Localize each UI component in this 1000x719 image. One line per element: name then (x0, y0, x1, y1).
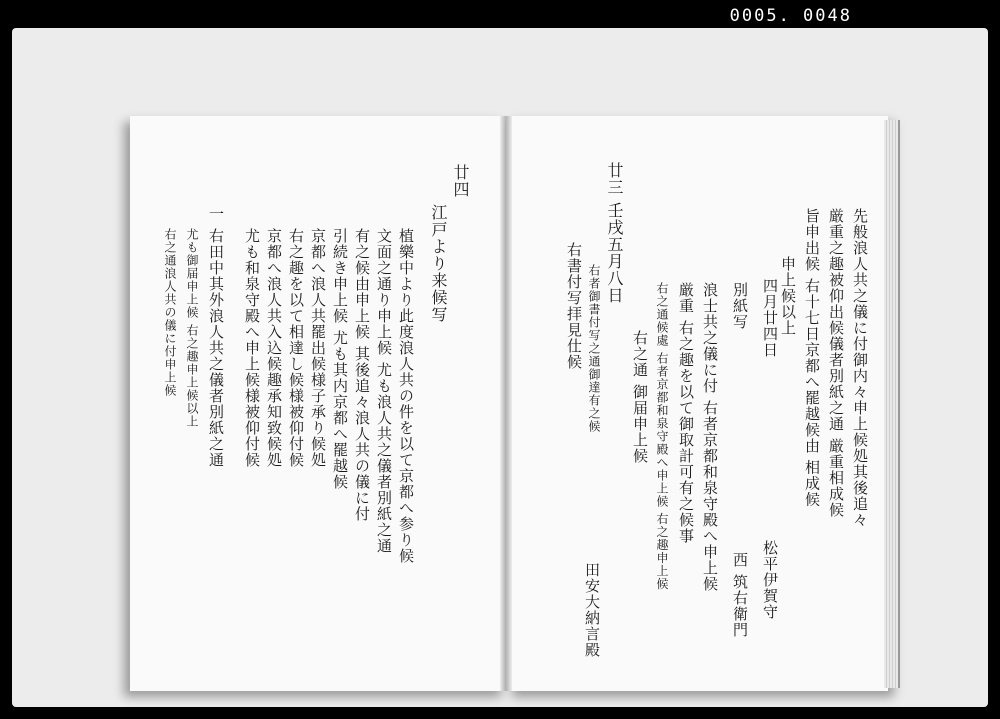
right-page-column: 浪士共之儀に付 右者京都和泉守殿へ申上候 (701, 282, 719, 592)
open-book (130, 116, 900, 701)
right-page-column: 厳重之趣被仰出候儀者別紙之通 厳重相成候 (827, 208, 845, 518)
signature: 松平伊賀守 (761, 540, 779, 620)
right-page-column: 別紙写 (731, 282, 749, 330)
left-page-column: 右之通浪人共の儀に付申上候 (163, 228, 177, 397)
left-page-column: 尤も和泉守殿へ申上候様被仰付候 (243, 228, 261, 468)
right-page-column: 申上候以上 (779, 256, 797, 336)
mount-sheet (12, 28, 988, 707)
left-page-column: 有之候由申上候 其後追々浪人共の儀に付 (353, 228, 371, 522)
left-page-column: 引続き申上候 尤も其内京都へ罷越候 (331, 228, 349, 490)
signature: 田安大納言殿 (583, 562, 601, 658)
left-page-heading: 江戸より来候写 (429, 204, 448, 323)
right-page-column: 先般浪人共之儀に付御内々申上候処其後追々 (851, 208, 869, 528)
signature: 西 筑右衛門 (731, 552, 749, 638)
left-page-column: 右之趣を以て相達し候様被仰付候 (287, 228, 305, 468)
left-page-column: 一 右田中其外浪人共之儀者別紙之通 (207, 206, 225, 468)
right-page-column: 右者御書付写之通御達有之候 (587, 264, 601, 433)
left-page-column: 京都へ浪人共入込候趣承知致候処 (265, 228, 283, 468)
right-page-column: 右之通候處 右者京都和泉守殿へ申上候 右之趣申上候 (655, 282, 669, 591)
left-page-folio: 廿四 (451, 164, 470, 198)
left-page-column: 文面之通り申上候 尤も浪人共之儀者別紙之通 (375, 228, 393, 554)
left-page-column: 京都へ浪人共罷出候様子承り候処 (309, 228, 327, 468)
right-page-column: 四月廿四日 (761, 278, 779, 358)
left-page (130, 116, 507, 691)
book-gutter (500, 116, 512, 691)
right-page-date-line: 廿三 壬戌五月八日 (605, 162, 624, 305)
right-page-column: 厳重 右之趣を以て御取計可有之候事 (677, 282, 695, 544)
right-page-column: 右書付写拝見仕候 (565, 242, 583, 370)
frame-label: 0005. 0048 (729, 6, 852, 26)
right-page (506, 116, 888, 691)
right-page-column: 右之通 御届申上候 (631, 330, 649, 464)
left-page-column: 尤も御届申上候 右之趣申上候以上 (185, 228, 199, 428)
page-edges (884, 120, 900, 688)
left-page-column: 植樂中より此度浪人共の件を以て京都へ参り候 (397, 228, 415, 564)
right-page-column: 旨申出候 右十七日京都へ罷越候由 相成候 (803, 208, 821, 508)
